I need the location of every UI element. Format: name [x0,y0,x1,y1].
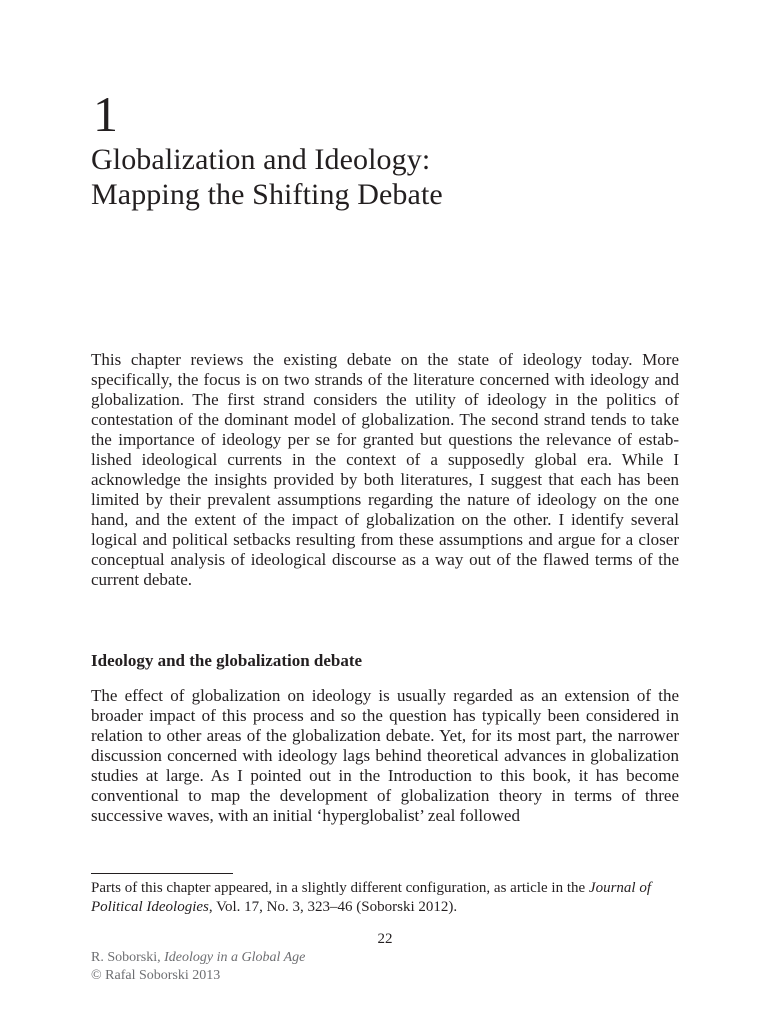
chapter-title-line-2: Mapping the Shifting Debate [91,178,443,211]
copyright-author: R. Soborski, [91,950,165,965]
chapter-abstract: This chapter reviews the existing debate on the state of ideology today. More specifically, the focus is on two strands of the literature concerned with ideology and globalization. The first strand considers the utility of ideology in the politics of contestation of the dominant model of globalization. The second strand tends to take the importance of ideology per se for granted but questions the relevance of established ideological currents in the context of a supposedly global era. While I acknowledge the insights provided by both literatures, I suggest that each has been limited by their prevalent assumptions regarding the nature of ideology on the one hand, and the extent of the impact of globalization on the other. I identify several logical and political setbacks resulting from these assumptions and argue for a closer conceptual analysis of ideological discourse as a way out of the flawed terms of the current debate. [91,350,679,589]
copyright-notice [91,949,305,985]
copyright-line-2: © Rafal Soborski 2013 [91,968,221,983]
copyright-line-1 [91,949,305,967]
copyright-book-title: Ideology in a Global Age [164,950,306,965]
footnote-journal-title: Journal of Political Ideologies [91,880,651,915]
footnote [91,879,679,917]
chapter-number: 1 [93,86,118,142]
book-page [91,0,679,1024]
chapter-title-line-1: Globalization and Ideology: [91,143,431,176]
chapter-title [91,142,443,212]
section-paragraph: The effect of globalization on ideology is usually regarded as an extension of the broader impact of this process and so the question has typically been considered in relation to other areas of the globalization debate. Yet, for its most part, the narrower discussion concerned with ideology lags behind theoretical advances in globalization studies at large. As I pointed out in the Introduction to this book, it has become conventional to map the development of globalization theory in terms of three successive waves, with an initial ‘hyperglobalist’ zeal followed [91,686,679,825]
section-heading: Ideology and the globalization debate [91,651,363,670]
page-number: 22 [377,931,393,947]
footnote-text-after: , Vol. 17, No. 3, 323–46 (Soborski 2012). [208,899,458,915]
footnote-text-before: Parts of this chapter appeared, in a slightly different configuration, as article in the [91,880,589,896]
footnote-divider [91,873,233,874]
